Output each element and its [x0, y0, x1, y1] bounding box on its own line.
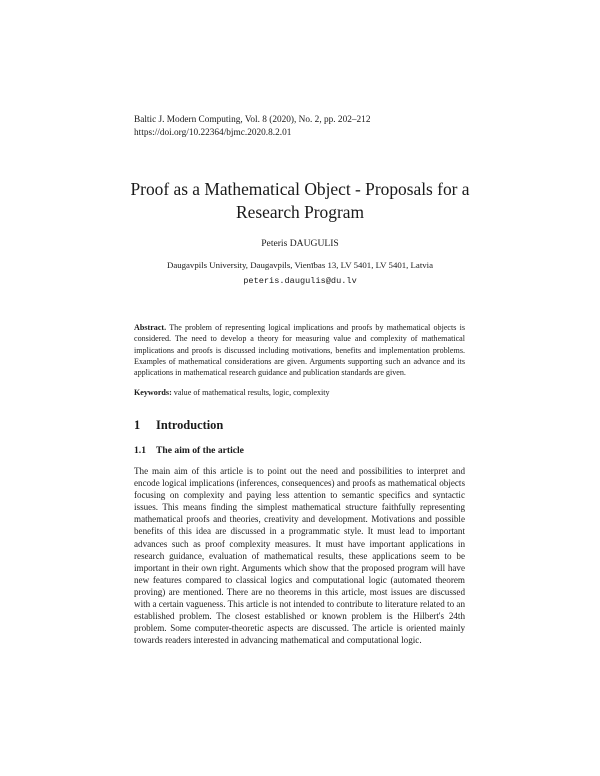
title-line-2: Research Program — [236, 202, 364, 222]
keywords-text: value of mathematical results, logic, complexity — [173, 388, 330, 397]
section-number: 1 — [134, 418, 141, 432]
keywords — [134, 388, 465, 397]
subsection-number: 1.1 — [134, 445, 146, 456]
abstract — [134, 322, 465, 379]
body-paragraph: The main aim of this article is to point out the need and possibilities to interpret and encode logical implications (inferences, consequences) and proofs as mathematical objects focusing on complexity and paying less attention to semantic specifics and syntactic issues. This means finding the simplest mathematical structure faithfully representing mathematical proofs and theories, creativity and development. Motivations and possible benefits of this idea are discussed in a programmatic style. It must lead to important advances such as proof complexity measures. It must have important applications in research guidance, evaluation of mathematical results, these applications seem to be important in their own right. Arguments which show that the proposed program will have new features compared to classical logics and computational logic (automated theorem proving) are mentioned. There are no theorems in this article, most issues are discussed with a certain vagueness. This article is not intended to contribute to literature related to an established problem. The closest established or known problem is the Hilbert's 24th problem. Some computer-theoretic aspects are discussed. The article is oriented mainly towards readers interested in advancing mathematical and computational logic. — [134, 466, 465, 646]
doi-link[interactable]: https://doi.org/10.22364/bjmc.2020.8.2.01 — [134, 128, 292, 138]
abstract-label: Abstract. — [134, 323, 167, 332]
title-line-1: Proof as a Mathematical Object - Proposals for a — [130, 179, 470, 199]
subsection-title: The aim of the article — [156, 445, 244, 456]
section-heading — [134, 418, 223, 433]
subsection-heading — [134, 445, 244, 456]
keywords-label: Keywords: — [134, 388, 172, 397]
journal-citation: Baltic J. Modern Computing, Vol. 8 (2020), No. 2, pp. 202–212 — [134, 115, 371, 125]
paper-title — [100, 178, 500, 224]
author-name: Peteris DAUGULIS — [261, 238, 339, 249]
abstract-text: The problem of representing logical implications and proofs by mathematical objects is considered. The need to develop a theory for measuring value and complexity of mathematical implications and proofs is discussed including motivations, benefits and implementation problems. Examples of mathematical considerations are given. Arguments supporting such an advance and its applications in mathematical research guidance and publication standards are given. — [134, 323, 465, 378]
author-email[interactable]: peteris.daugulis@du.lv — [243, 276, 357, 286]
author-affiliation: Daugavpils University, Daugavpils, Vienības 13, LV 5401, LV 5401, Latvia — [166, 260, 434, 270]
journal-header — [134, 114, 370, 140]
section-title: Introduction — [156, 418, 224, 432]
